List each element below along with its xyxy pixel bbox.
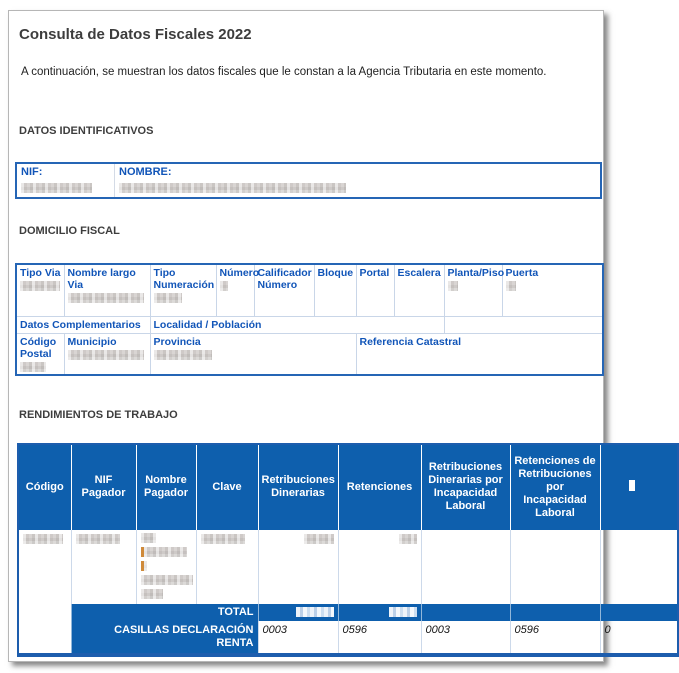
- redacted-value: [220, 281, 228, 291]
- provincia-cell: [150, 333, 356, 375]
- tipo-numeracion-cell: [150, 264, 216, 316]
- col-header-clipped: [600, 444, 678, 530]
- domicilio-row-complementarios: [16, 316, 603, 333]
- redacted-nombre-value: [119, 183, 346, 193]
- redacted-value: [296, 607, 334, 617]
- redacted-value: [201, 534, 245, 544]
- redacted-value: [141, 547, 187, 557]
- col-header-nombre-pagador: Nombre Pagador: [136, 444, 196, 530]
- retribuciones-dinerarias-value-cell: [258, 530, 338, 604]
- rendimientos-table-viewport: [17, 443, 611, 657]
- redacted-value: [20, 281, 60, 291]
- codigo-value-cell: [18, 530, 71, 604]
- casilla-retribuciones-incapacidad: 0003: [421, 621, 510, 655]
- municipio-cell: [64, 333, 150, 375]
- numero-label: Número: [219, 267, 260, 279]
- redacted-value: [154, 293, 182, 303]
- numero-cell: [216, 264, 260, 316]
- empty-cell: [18, 621, 71, 655]
- clipped-header-fragment: [629, 480, 635, 491]
- nif-label: NIF:: [21, 166, 43, 178]
- redacted-value: [304, 534, 334, 544]
- page-content: [9, 11, 611, 657]
- tipo-via-label: Tipo Via: [20, 267, 61, 279]
- redacted-value: [141, 561, 147, 571]
- domicilio-row-via: [16, 264, 603, 316]
- nif-cell: [17, 164, 115, 197]
- redacted-value: [68, 350, 144, 360]
- col-header-nif-pagador: NIF Pagador: [71, 444, 136, 530]
- fiscal-data-page: [8, 10, 611, 662]
- redacted-value: [141, 575, 193, 585]
- tipo-via-cell: [16, 264, 64, 316]
- retenciones-value-cell: [338, 530, 421, 604]
- datos-complementarios-label: Datos Complementarios: [20, 318, 141, 331]
- nif-pagador-value-cell: [71, 530, 136, 604]
- puerta-label: Puerta: [505, 267, 539, 279]
- municipio-label: Municipio: [67, 335, 117, 348]
- casilla-retenciones-incapacidad: 0596: [510, 621, 600, 655]
- clave-value-cell: [196, 530, 258, 604]
- col-header-retenciones: Retenciones: [338, 444, 421, 530]
- domicilio-fiscal-table: [15, 263, 604, 376]
- redacted-value: [141, 589, 163, 599]
- col-header-retribuciones-dinerarias: Retribuciones Dinerarias: [258, 444, 338, 530]
- calificador-numero-label: Calificador Número: [257, 267, 312, 291]
- redacted-value: [68, 293, 144, 303]
- redacted-value: [141, 533, 156, 543]
- redacted-value: [506, 281, 516, 291]
- redacted-nif-value: [21, 183, 92, 193]
- nombre-via-label: Nombre largo Via: [67, 267, 136, 291]
- bloque-cell: [314, 264, 356, 316]
- casilla-retenciones: 0596: [338, 621, 421, 655]
- redacted-value: [20, 362, 46, 372]
- total-retenciones-incapacidad: [510, 604, 600, 621]
- nombre-via-cell: [64, 264, 150, 316]
- nombre-cell: [115, 164, 350, 197]
- codigo-postal-cell: [16, 333, 64, 375]
- page-title: Consulta de Datos Fiscales 2022: [19, 26, 252, 43]
- referencia-catastral-cell: [356, 333, 603, 375]
- total-retribuciones-dinerarias: [258, 604, 338, 621]
- col-header-codigo: Código: [18, 444, 71, 530]
- col-header-retenciones-incapacidad: Retenciones de Retribuciones por Incapacidad Laboral: [510, 444, 600, 530]
- planta-piso-label: Planta/Piso: [447, 267, 505, 279]
- clipped-value-cell: [600, 530, 678, 604]
- redacted-value: [23, 534, 63, 544]
- calificador-numero-cell: [254, 264, 314, 316]
- intro-text: A continuación, se muestran los datos fiscales que le constan a la Agencia Tributaria en este momento.: [21, 66, 547, 78]
- retribuciones-incapacidad-value-cell: [421, 530, 510, 604]
- section-title-rendimientos-trabajo: RENDIMIENTOS DE TRABAJO: [19, 408, 178, 421]
- col-header-clave: Clave: [196, 444, 258, 530]
- portal-cell: [356, 264, 394, 316]
- redacted-value: [389, 607, 417, 617]
- rendimientos-header-row: [18, 444, 678, 530]
- payer-data-row: [18, 530, 678, 604]
- rendimientos-trabajo-table: [17, 443, 679, 657]
- casilla-retribuciones-dinerarias: 0003: [258, 621, 338, 655]
- escalera-label: Escalera: [397, 267, 441, 279]
- section-title-domicilio-fiscal: DOMICILIO FISCAL: [19, 225, 120, 237]
- localidad-poblacion-label: Localidad / Población: [153, 318, 262, 331]
- portal-label: Portal: [359, 267, 390, 279]
- tipo-numeracion-label: Tipo Numeración: [153, 267, 215, 291]
- provincia-label: Provincia: [153, 335, 201, 348]
- bloque-label: Bloque: [317, 267, 354, 279]
- codigo-postal-label: Código Postal: [20, 335, 57, 360]
- total-clipped: [600, 604, 678, 621]
- total-retenciones: [338, 604, 421, 621]
- total-label: TOTAL: [71, 604, 258, 621]
- puerta-cell: [502, 264, 603, 316]
- redacted-value: [448, 281, 458, 291]
- planta-piso-cell: [444, 264, 505, 316]
- redacted-value: [76, 534, 120, 544]
- empty-cell: [444, 316, 603, 333]
- localidad-poblacion-cell: [150, 316, 444, 333]
- col-header-retribuciones-incapacidad: Retribuciones Dinerarias por Incapacidad Laboral: [421, 444, 510, 530]
- retenciones-incapacidad-value-cell: [510, 530, 600, 604]
- redacted-value: [399, 534, 417, 544]
- nombre-pagador-value-cell: [136, 530, 196, 604]
- escalera-cell: [394, 264, 444, 316]
- datos-complementarios-cell: [16, 316, 150, 333]
- total-retribuciones-incapacidad: [421, 604, 510, 621]
- referencia-catastral-label: Referencia Catastral: [359, 335, 462, 348]
- datos-identificativos-box: [15, 162, 602, 199]
- casillas-declaracion-row: [18, 621, 678, 655]
- nombre-label: NOMBRE:: [119, 166, 172, 178]
- total-row: [18, 604, 678, 621]
- casilla-clipped: 0: [600, 621, 678, 655]
- casillas-label: CASILLAS DECLARACIÓN RENTA: [71, 621, 258, 655]
- domicilio-row-municipio: [16, 333, 603, 375]
- section-title-datos-identificativos: DATOS IDENTIFICATIVOS: [19, 125, 154, 137]
- empty-cell: [18, 604, 71, 621]
- redacted-value: [154, 350, 212, 360]
